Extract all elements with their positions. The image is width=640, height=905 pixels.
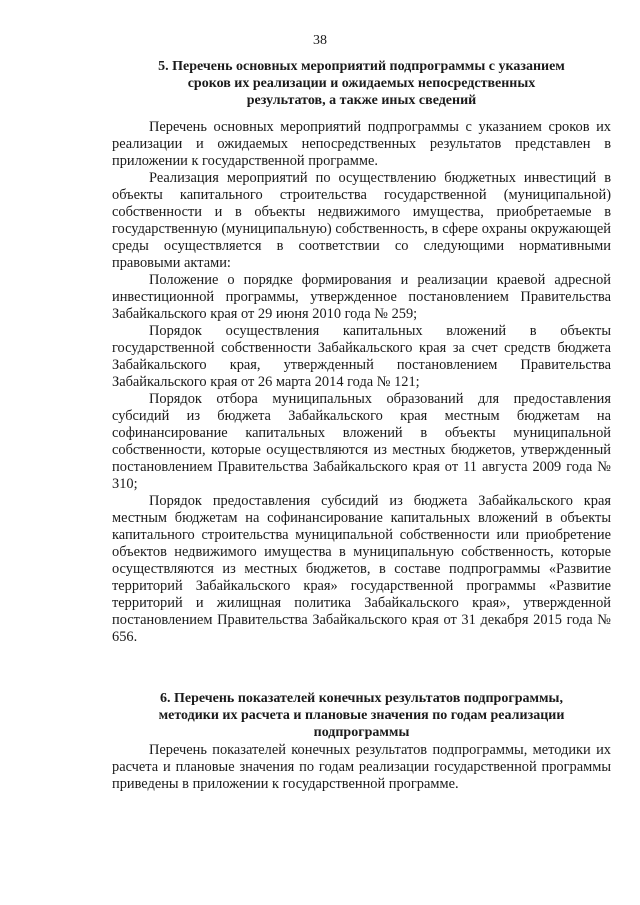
section-5-paragraph: Перечень основных мероприятий подпрограммы с указанием сроков их реализации и ожидаемых непосредственных результатов представлен в приложении к государственной программе. — [112, 119, 611, 169]
section-5-paragraph: Положение о порядке формирования и реализации краевой адресной инвестиционной программы, утвержденное постановлением Правительства Забайкальского края от 29 июня 2010 года № 259; — [112, 272, 611, 322]
section-6-heading-line: 6. Перечень показателей конечных результатов подпрограммы, — [160, 691, 563, 706]
section-5-paragraph: Порядок отбора муниципальных образований для предоставления субсидий из бюджета Забайкальского края местным бюджетам на софинансирование капитальных вложений в объекты муниципальной собственности, которые осуществляются из местных бюджетов, утвержденный постановлением Правительства Забайкальского края от 11 августа 2009 года № 310; — [112, 391, 611, 492]
section-6-heading — [112, 690, 611, 741]
section-5-paragraph: Порядок осуществления капитальных вложений в объекты государственной собственности Забайкальского края за счет средств бюджета Забайкальского края, утвержденный постановлением Правительства Забайкальского края от 26 марта 2014 года № 121; — [112, 323, 611, 390]
page-number: 38 — [313, 33, 327, 48]
section-5-heading — [112, 58, 611, 109]
section-6-paragraph: Перечень показателей конечных результатов подпрограммы, методики их расчета и плановые значения по годам реализации государственной программы приведены в приложении к государственной программе. — [112, 742, 611, 792]
section-6-heading-line: методики их расчета и плановые значения по годам реализации — [158, 708, 565, 723]
section-5-paragraph: Реализация мероприятий по осуществлению бюджетных инвестиций в объекты капитального строительства государственной (муниципальной) собственности и в объекты недвижимого имущества, приобретаемые в государственную (муниципальную) собственность, в сфере охраны окружающей среды осуществляется в соответствии со следующими нормативными правовыми актами: — [112, 170, 611, 271]
section-6-heading-line: подпрограммы — [313, 725, 410, 740]
section-5-heading-line: сроков их реализации и ожидаемых непосредственных — [187, 76, 536, 91]
section-5-heading-line: 5. Перечень основных мероприятий подпрограммы с указанием — [158, 59, 565, 74]
document-body — [112, 58, 611, 793]
section-5-paragraph: Порядок предоставления субсидий из бюджета Забайкальского края местным бюджетам на софинансирование капитальных вложений в объекты капитального строительства муниципальной собственности или приобретение объектов недвижимого имущества в муниципальную собственность, которые осуществляются из местных бюджетов, в составе подпрограммы «Развитие территорий Забайкальского края» государственной программы «Развитие территорий и жилищная политика Забайкальского края», утвержденной постановлением Правительства Забайкальского края от 31 декабря 2015 года № 656. — [112, 493, 611, 645]
section-5-heading-line: результатов, а также иных сведений — [246, 93, 477, 108]
